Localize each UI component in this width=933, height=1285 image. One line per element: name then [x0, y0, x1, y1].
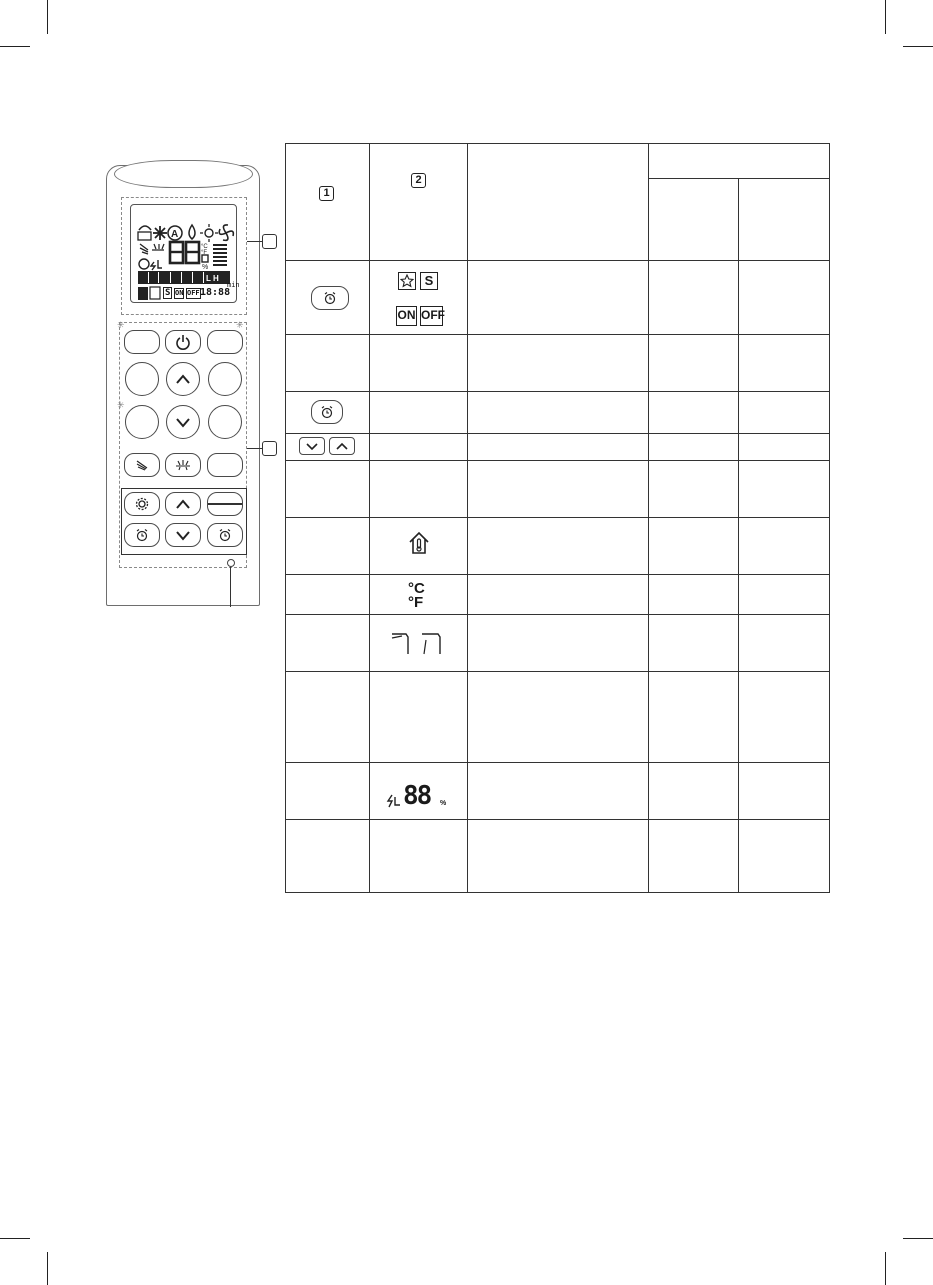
remote-button[interactable] [125, 362, 159, 396]
table-rule [285, 671, 830, 672]
callout-marker [262, 234, 277, 249]
svg-text:°F: °F [201, 250, 208, 256]
off-indicator: OFF [420, 306, 443, 326]
svg-text:L H: L H [206, 274, 219, 283]
table-rule [285, 762, 830, 763]
star-icon [400, 274, 414, 288]
up-button-illustration [329, 437, 355, 455]
alarm-clock-icon [323, 291, 337, 305]
lcd-off-label: OFF [187, 289, 200, 297]
lcd-min-label: min [227, 281, 240, 289]
fahrenheit-indicator: °F [408, 594, 424, 611]
callout-line [247, 448, 262, 449]
remote-button[interactable] [208, 362, 242, 396]
remote-button[interactable] [207, 453, 243, 477]
timer-down-button[interactable] [165, 523, 201, 547]
sparkle-icon: ✳ [117, 400, 125, 410]
gear-icon [135, 497, 149, 511]
swing-horizontal-icon [175, 459, 191, 471]
remote-button[interactable] [208, 405, 242, 439]
timer-up-button[interactable] [165, 492, 201, 516]
star-mode-icon [398, 272, 416, 290]
table-rule [648, 143, 649, 893]
reset-pinhole[interactable] [227, 559, 235, 567]
timer-button-illustration [311, 400, 343, 424]
chevron-down-icon [175, 529, 191, 541]
lcd-on-label: ON [175, 289, 184, 297]
alarm-clock-icon [135, 528, 149, 542]
airflow-direction-icon [390, 630, 450, 656]
table-rule [285, 334, 830, 335]
crop-mark [903, 46, 933, 47]
table-rule [285, 819, 830, 820]
sleep-s-icon: S [420, 272, 438, 290]
column-number-2: 2 [411, 173, 426, 188]
svg-text:A: A [171, 229, 179, 240]
svg-text:%: % [202, 264, 209, 271]
crop-mark [47, 1252, 48, 1285]
function-table [285, 143, 830, 893]
timer-off-button[interactable] [207, 523, 243, 547]
indoor-temperature-icon [408, 531, 430, 555]
crop-mark [885, 1252, 886, 1285]
chevron-up-icon [336, 442, 348, 451]
table-rule [285, 614, 830, 615]
column-number-1: 1 [319, 186, 334, 201]
remote-button[interactable] [124, 330, 160, 354]
table-rule [285, 391, 830, 392]
remote-button[interactable] [207, 330, 243, 354]
remote-button[interactable] [207, 492, 243, 516]
table-rule [829, 143, 830, 893]
power-icon [175, 334, 191, 350]
energy-icon [386, 794, 402, 808]
swing-vertical-button[interactable] [124, 453, 160, 477]
crop-mark [885, 0, 886, 34]
table-rule [285, 433, 830, 434]
table-rule [285, 517, 830, 518]
chevron-down-icon [306, 442, 318, 451]
callout-marker [262, 441, 277, 456]
table-rule [467, 143, 468, 893]
sparkle-icon: ✳ [117, 320, 125, 330]
alarm-clock-icon [320, 405, 334, 419]
power-button[interactable] [165, 330, 201, 354]
table-rule [285, 260, 830, 261]
sparkle-icon: ✳ [236, 320, 244, 330]
temp-down-button[interactable] [166, 405, 200, 439]
lcd-s-label: S [165, 288, 171, 298]
callout-line [247, 241, 262, 242]
table-rule [285, 460, 830, 461]
chevron-up-icon [175, 373, 191, 385]
crop-mark [47, 0, 48, 34]
down-button-illustration [299, 437, 325, 455]
remote-top-cap [114, 160, 253, 188]
swing-horizontal-button[interactable] [165, 453, 201, 477]
energy-digits: 88 [403, 781, 431, 811]
chevron-down-icon [175, 416, 191, 428]
table-rule [369, 143, 370, 893]
table-rule [738, 178, 739, 893]
timer-on-button[interactable] [124, 523, 160, 547]
crop-mark [903, 1238, 933, 1239]
swing-icon [135, 459, 149, 471]
dash-line [208, 503, 242, 504]
lcd-screen [130, 204, 240, 303]
table-rule [285, 892, 830, 893]
chevron-up-icon [175, 498, 191, 510]
on-indicator: ON [396, 306, 417, 326]
svg-text:°C: °C [201, 244, 208, 250]
remote-button[interactable] [125, 405, 159, 439]
temp-up-button[interactable] [166, 362, 200, 396]
table-rule [285, 143, 286, 893]
table-rule [285, 143, 830, 144]
crop-mark [0, 46, 30, 47]
lcd-time-digits: 18:88 [200, 287, 231, 298]
callout-line [230, 567, 231, 607]
energy-percent: % [440, 800, 447, 807]
celsius-indicator: °C [408, 580, 425, 597]
crop-mark [0, 1238, 30, 1239]
table-rule [285, 574, 830, 575]
timer-button-illustration [311, 286, 349, 310]
settings-button[interactable] [124, 492, 160, 516]
alarm-clock-icon [218, 528, 232, 542]
